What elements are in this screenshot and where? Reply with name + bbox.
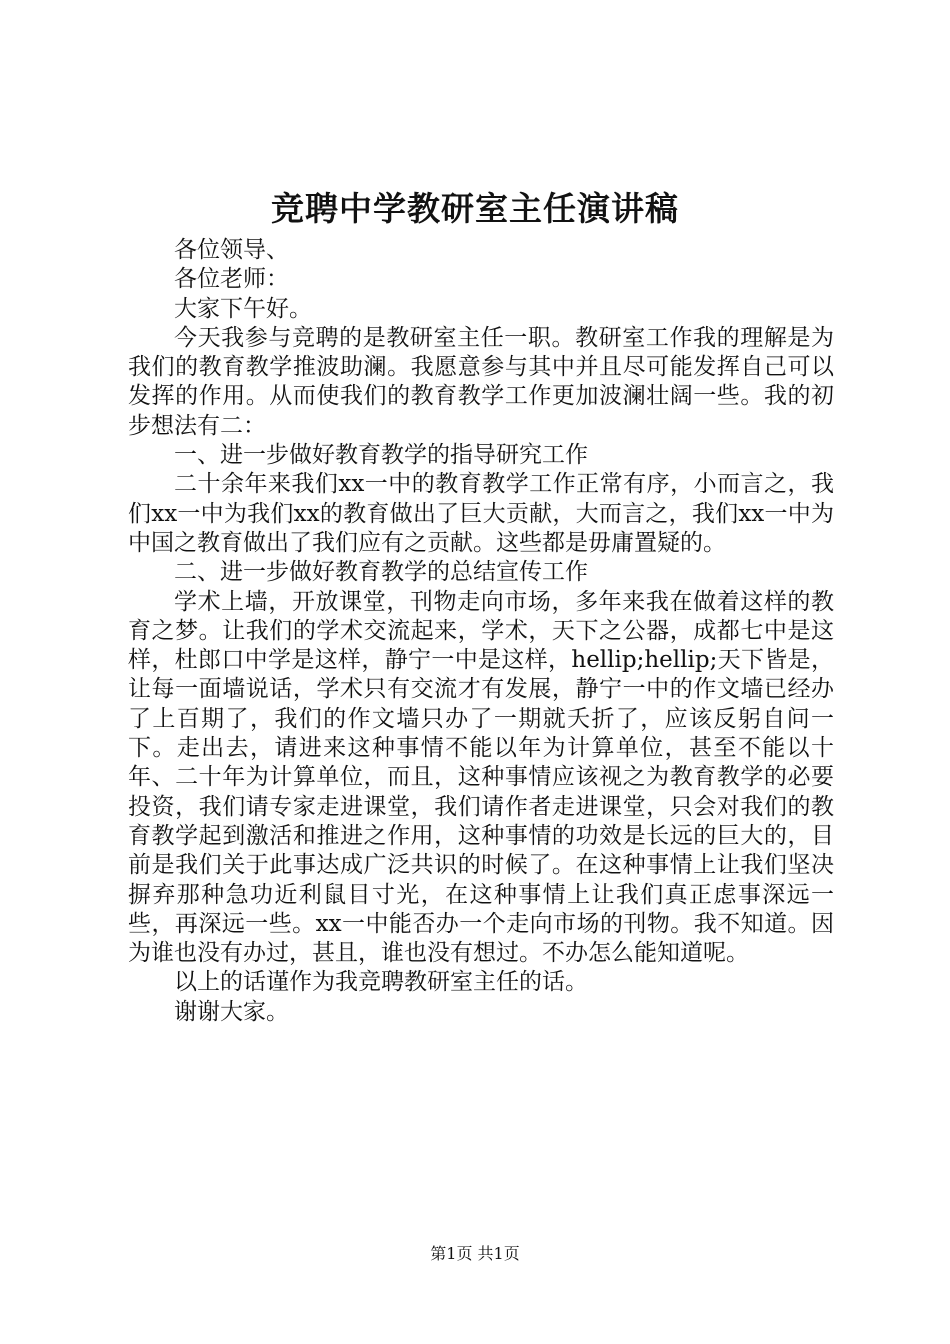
paragraph-intro: 今天我参与竞聘的是教研室主任一职。教研室工作我的理解是为我们的教育教学推波助澜。我愿意参与其中并且尽可能发挥自己可以发挥的作用。从而使我们的教育教学工作更加波澜壮阔一些。我的初步想法有二： (128, 324, 834, 439)
document-title: 竞聘中学教研室主任演讲稿 (271, 189, 679, 228)
section-heading-1: 一、进一步做好教育教学的指导研究工作 (174, 442, 588, 469)
paragraph-greeting: 大家下午好。 (174, 295, 312, 322)
paragraph-thanks: 谢谢大家。 (174, 998, 289, 1025)
paragraph-closing: 以上的话谨作为我竞聘教研室主任的话。 (174, 969, 588, 996)
paragraph-section-2: 学术上墙，开放课堂，刊物走向市场，多年来我在做着这样的教育之梦。让我们的学术交流起来，学术，天下之公器，成都七中是这样，杜郎口中学是这样，静宁一中是这样，hellip;hellip;天下皆是，让每一面墙说话，学术只有交流才有发展，静宁一中的作文墙已经办了上百期了，我们的作文墙只办了一期就夭折了，应该反躬自问一下。走出去，请进来这种事情不能以年为计算单位，甚至不能以十年、二十年为计算单位，而且，这种事情应该视之为教育教学的必要投资，我们请专家走进课堂，我们请作者走进课堂，只会对我们的教育教学起到激活和推进之作用，这种事情的功效是长远的巨大的，目前是我们关于此事达成广泛共识的时候了。在这种事情上让我们坚决摒弃那种急功近利鼠目寸光，在这种事情上让我们真正虑事深远一些，再深远一些。xx一中能否办一个走向市场的刊物。我不知道。因为谁也没有办过，甚且，谁也没有想过。不办怎么能知道呢。 (128, 588, 834, 967)
section-heading-2: 二、进一步做好教育教学的总结宣传工作 (174, 559, 588, 586)
paragraph-salutation-leaders: 各位领导、 (174, 237, 289, 263)
document-body (128, 236, 834, 1027)
paragraph-salutation-teachers: 各位老师： (174, 266, 289, 293)
paragraph-section-1: 二十余年来我们xx一中的教育教学工作正常有序，小而言之，我们xx一中为我们xx的教育做出了巨大贡献，大而言之，我们xx一中为中国之教育做出了我们应有之贡献。这些都是毋庸置疑的。 (128, 471, 834, 556)
page-footer: 第1页 共1页 (430, 1244, 520, 1263)
